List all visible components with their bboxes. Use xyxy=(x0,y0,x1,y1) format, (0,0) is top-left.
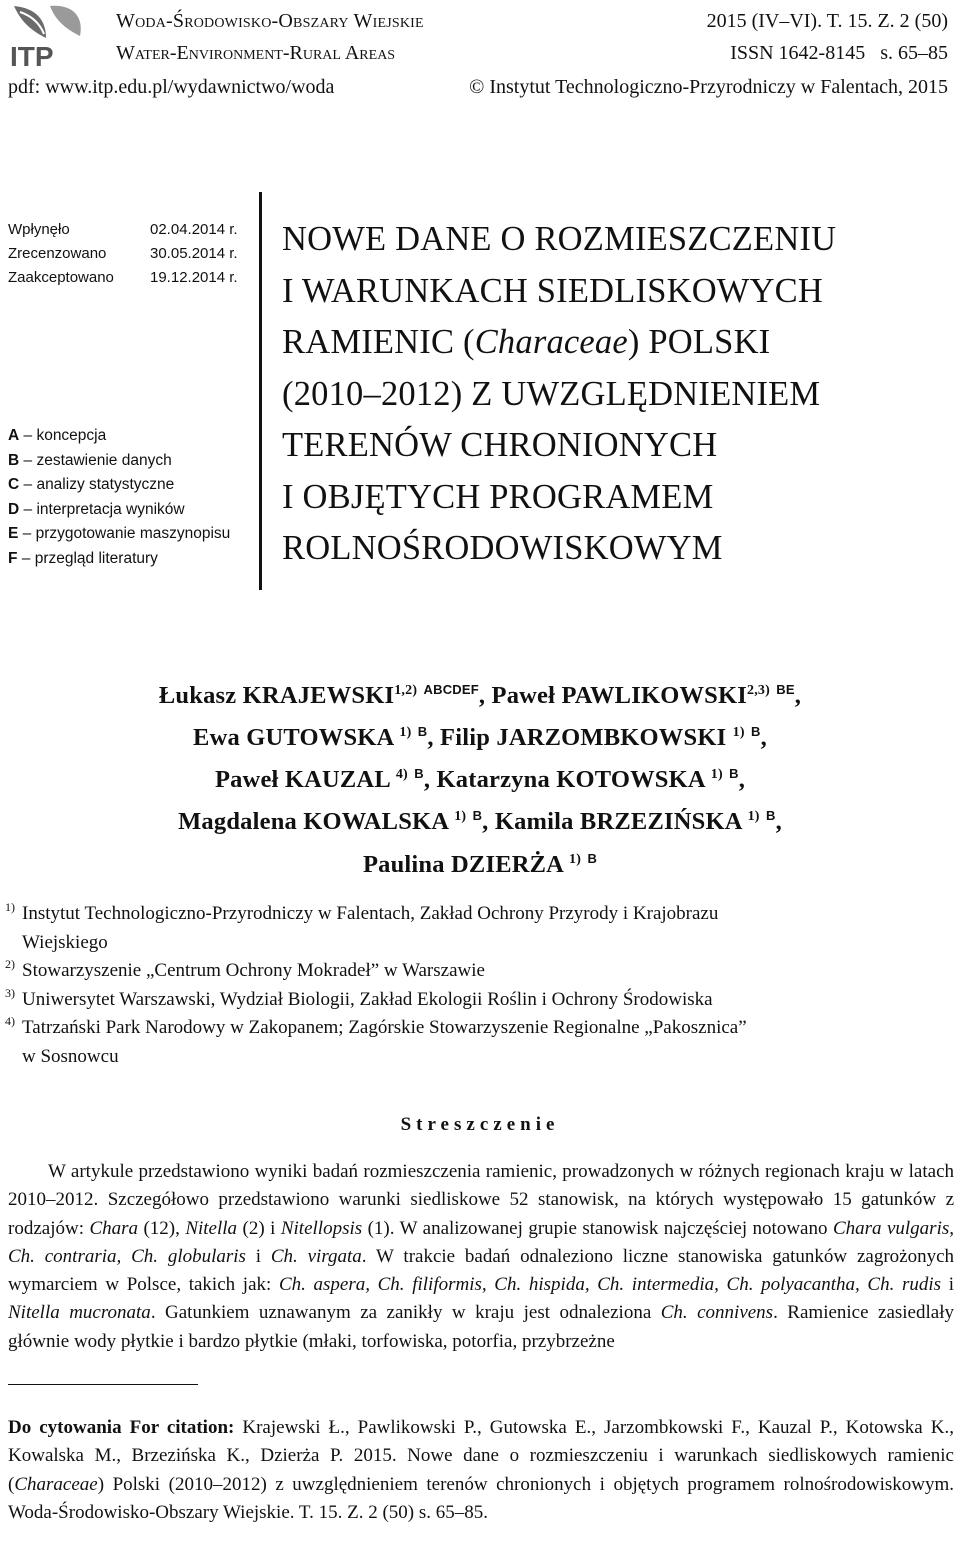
author-contributions xyxy=(8,424,230,571)
journal-title: Woda-Środowisko-Obszary Wiejskie xyxy=(116,10,424,32)
date-reviewed xyxy=(8,242,238,266)
issn: ISSN 1642-8145 xyxy=(730,42,866,64)
date-label: Wpłynęło xyxy=(8,221,70,238)
contribution-item: B – zestawienie danych xyxy=(8,451,172,469)
title-line: NOWE DANE O ROZMIESZCZENIU xyxy=(282,220,837,258)
abstract-heading: Streszczenie xyxy=(400,1114,560,1135)
title-line: ROLNOŚRODOWISKOWYM xyxy=(282,529,723,567)
title-line: I WARUNKACH SIEDLISKOWYCH xyxy=(282,271,824,310)
affiliation-item: 3) Uniwersytet Warszawski, Wydział Biologii, Zakład Ekologii Roślin i Ochrony Środowiska xyxy=(5,985,713,1010)
date-label: Zrecenzowano xyxy=(8,245,107,262)
author-line: Paulina DZIERŻA $^{1)}$ $^B$ xyxy=(362,850,598,878)
publisher-copyright: © Instytut Technologiczno-Przyrodniczy w Falentach, 2015 xyxy=(469,76,948,98)
author-line: Ewa GUTOWSKA $^{1)}$ $^B$, Filip JARZOMBKOWSKI $^{1)}$ $^B$, xyxy=(193,724,767,752)
date-received xyxy=(8,218,238,242)
affiliation-item: 4) Tatrzański Park Narodowy w Zakopanem; Zagórskie Stowarzyszenie Regionalne „Pakosznica” w Sosnowcu xyxy=(5,1014,747,1067)
abstract-text: W artykule przedstawiono wyniki badań rozmieszczenia ramienic, prowadzonych w różnych regionach kraju w latach 2010–2012. Szczegółowo przedstawiono warunki siedliskowe 52 stanowisk, na których występowało 15 gatunków z rodzajów: Chara (12), Nitella (2) i Nitellopsis (1). W analizowanej grupie stanowisk najczęściej notowano Chara vulgaris, Ch. contraria, Ch. globularis i Ch. virgata. W trakcie badań odnaleziono liczne stanowiska gatunków zagrożonych wymarciem w Polsce, takich jak: Ch. aspera, Ch. filiformis, Ch. hispida, Ch. intermedia, Ch. polyacantha, Ch. rudis i Nitella mucronata. Gatunkiem uznawanym za zanikły w kraju jest odnaleziona Ch. connivens. Ramienice zasiedlały głównie wody płytkie i bardzo płytkie (młaki, torfowiska, potorfia, przybrzeżne xyxy=(8,1161,955,1352)
citation: Do cytowania For citation: Krajewski Ł., Pawlikowski P., Gutowska E., Jarzombkowski F., Kauzal P., Kotowska K., Kowalska M., Brzezińska K., Dzierża P. 2015. Nowe dane o rozmieszczeniu i warunkach siedliskowych ramienic (Characeae) Polski (2010–2012) z uwzględnieniem terenów chronionych i objętych programem rolnośrodowiskowym. Woda-Środowisko-Obszary Wiejskie. T. 15. Z. 2 (50) s. 65–85. xyxy=(8,1417,954,1523)
article-title xyxy=(282,214,922,575)
author-list xyxy=(0,672,960,883)
author-line: Paweł KAUZAL $^{4)}$ $^B$, Katarzyna KOTOWSKA $^{1)}$ $^B$, xyxy=(214,766,746,794)
contribution-item: A – koncepcja xyxy=(8,427,107,444)
affiliation-item: 2) Stowarzyszenie „Centrum Ochrony Mokradeł” w Warszawie xyxy=(5,957,485,981)
affiliation-item: 1) Instytut Technologiczno-Przyrodniczy w Falentach, Zakład Ochrony Przyrody i Krajobrazu Wiejskiego xyxy=(5,900,719,953)
date-accepted xyxy=(8,266,238,290)
contribution-item: F – przegląd literatury xyxy=(8,549,158,567)
title-line: TERENÓW CHRONIONYCH xyxy=(282,426,718,464)
date-label: Zaakceptowano xyxy=(8,269,114,286)
issue-info: 2015 (IV–VI). T. 15. Z. 2 (50) xyxy=(706,10,948,32)
date-value: 02.04.2014 r. xyxy=(150,221,238,238)
pdf-link[interactable]: pdf: www.itp.edu.pl/wydawnictwo/woda xyxy=(8,76,335,98)
author-line: Magdalena KOWALSKA $^{1)}$ $^B$, Kamila BRZEZIŃSKA $^{1)}$ $^B$, xyxy=(178,808,782,836)
article-dates xyxy=(8,218,238,290)
date-value: 30.05.2014 r. xyxy=(150,245,238,262)
title-line: (2010–2012) Z UWZGLĘDNIENIEM xyxy=(282,374,821,413)
title-line: RAMIENIC (Characeae) POLSKI xyxy=(282,323,771,361)
vertical-divider xyxy=(259,192,262,590)
contribution-item: C – analizy statystyczne xyxy=(8,476,175,493)
date-value: 19.12.2014 r. xyxy=(150,269,238,286)
itp-logo xyxy=(6,2,94,70)
journal-title-en: Water-Environment-Rural Areas xyxy=(116,42,396,64)
issn-pages xyxy=(730,42,948,65)
contribution-item: D – interpretacja wyników xyxy=(8,500,185,518)
logo-text: ITP xyxy=(10,41,54,70)
author-line: Łukasz KRAJEWSKI$^{1,2)}$ $^{ABCDEF}$, Paweł PAWLIKOWSKI$^{2,3)}$ $^{BE}$, xyxy=(158,682,802,710)
citation-label: Do cytowania For citation: xyxy=(8,1417,235,1438)
footnote-rule xyxy=(8,1384,198,1385)
contribution-item: E – przygotowanie maszynopisu xyxy=(8,525,231,542)
pages: s. 65–85 xyxy=(880,42,948,64)
affiliations xyxy=(5,900,953,1071)
title-line: I OBJĘTYCH PROGRAMEM xyxy=(282,477,714,516)
